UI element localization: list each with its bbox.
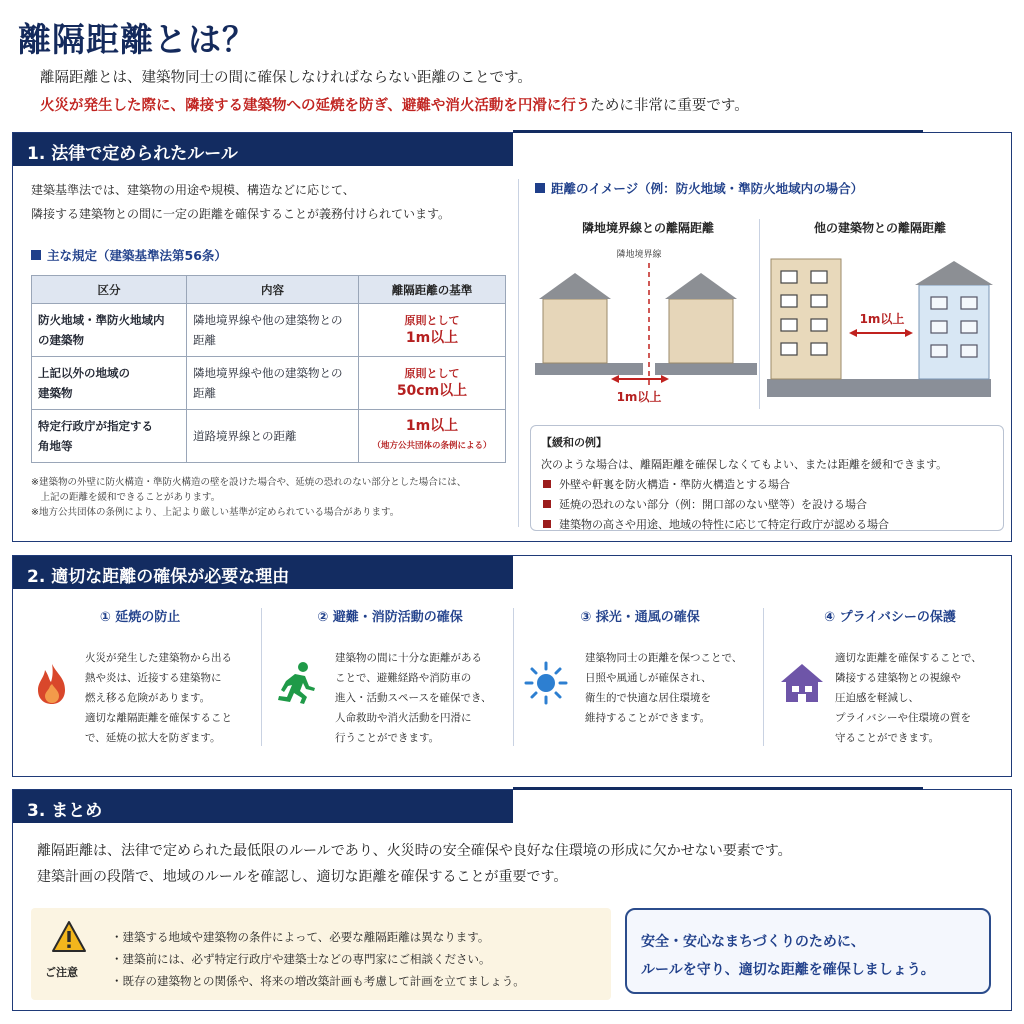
standard-main: 1m以上: [405, 330, 459, 346]
reason-line: 日照や風通しが確保され、: [585, 672, 712, 684]
reason-line: 適切な距離を確保することで、: [835, 652, 982, 664]
rules-table: [31, 275, 506, 463]
rules-notes: [31, 475, 466, 520]
easing-item-text: 外壁や軒裏を防火構造・準防火構造とする場合: [559, 478, 790, 491]
table-header: 区分: [32, 276, 187, 304]
building-distance-label: 1m以上: [859, 312, 905, 326]
note-line: 上記の距離を緩和できることがあります。: [31, 492, 221, 503]
reason-divider: [763, 608, 764, 746]
column-divider: [518, 179, 519, 527]
caution-lines: [111, 926, 525, 992]
easing-item-text: 建築物の高さや用途、地域の特性に応じて特定行政庁が認める場合: [559, 518, 889, 531]
callout-box: [625, 908, 991, 994]
reason-line: 熱や炎は、近接する建築物に: [85, 672, 222, 684]
caution-box: [31, 908, 611, 1000]
building-right-roof: [915, 261, 993, 285]
intro-rest: ために非常に重要です。: [590, 98, 749, 114]
arrow-head-right-icon: [905, 329, 913, 337]
reason-card-light: [515, 600, 765, 750]
cell-line: 道路境界線との距離: [193, 429, 297, 443]
reason-line: 燃え移る危険があります。: [85, 692, 211, 704]
page-title: 離隔距離とは？: [18, 20, 256, 59]
reason-text: [585, 648, 742, 728]
sun-icon: [523, 660, 569, 706]
house-right: [669, 299, 733, 363]
reason-line: ことで、避難経路や消防車の: [335, 672, 472, 684]
building-distance-diagram: [765, 237, 995, 417]
reason-line: 建築物の間に十分な距離がある: [335, 652, 482, 664]
table-cell-content: [187, 410, 359, 463]
reason-line: 火災が発生した建築物から出る: [85, 652, 232, 664]
reason-line: プライバシーや住環境の質を: [835, 712, 971, 724]
house-left: [543, 299, 607, 363]
summary-line-2: 建築計画の段階で、地域のルールを確認し、適切な距離を確保することが重要です。: [37, 869, 568, 885]
reason-line: 衛生的で快適な居住環境を: [585, 692, 711, 704]
reason-text: [835, 648, 982, 748]
reason-card-evacuation: [265, 600, 515, 750]
table-cell-content: [187, 357, 359, 410]
table-cell-category: [32, 357, 187, 410]
table-row: [32, 304, 506, 357]
standard-sub: 原則として: [404, 367, 460, 380]
caution-line: ・建築する地域や建築物の条件によって、必要な離隔距離は異なります。: [111, 930, 490, 944]
reason-line: 守ることができます。: [835, 732, 940, 744]
table-cell-standard: [359, 410, 506, 463]
caution-line: ・既存の建築物との関係や、将来の増改築計画も考慮して計画を立てましょう。: [111, 974, 525, 988]
ground: [767, 379, 991, 397]
caution-line: ・建築前には、必ず特定行政庁や建築士などの専門家にご相談ください。: [111, 952, 491, 966]
table-cell-category: [32, 304, 187, 357]
reason-title: ④ プライバシーの保護: [824, 610, 956, 625]
arrow-head-left-icon: [611, 375, 619, 383]
roof-right: [665, 273, 737, 299]
image-subheading-text: 距離のイメージ（例：防火地域・準防火地域内の場合）: [551, 181, 864, 196]
running-person-icon: [273, 660, 319, 706]
easing-item: [541, 476, 993, 492]
reason-line: 圧迫感を軽減し、: [835, 692, 919, 704]
house-icon: [779, 660, 825, 706]
warning-icon: [51, 920, 87, 954]
section-heading: 2. 適切な距離の確保が必要な理由: [13, 556, 513, 589]
rules-subheading: [31, 246, 227, 264]
standard-note: （地方公共団体の条例による）: [372, 440, 492, 451]
arrow-head-left-icon: [849, 329, 857, 337]
roof-left: [539, 273, 611, 299]
boundary-distance-diagram: [531, 237, 761, 417]
reason-line: 人命救助や消火活動を円滑に: [335, 712, 472, 724]
section-topline: [513, 787, 923, 790]
bullet-square-icon: [543, 480, 551, 488]
diagram-left-title: 隣地境界線との離隔距離: [581, 221, 714, 235]
table-cell-standard: [359, 357, 506, 410]
note-line: ※建築物の外壁に防火構造・準防火構造の壁を設けた場合や、延焼の恐れのない部分とした場合には、: [31, 477, 467, 488]
reason-title: ③ 採光・通風の確保: [580, 610, 700, 625]
ground-right: [655, 363, 757, 375]
reason-line: 隣接する建築物との視線や: [835, 672, 961, 684]
boundary-distance-label: 1m以上: [616, 390, 662, 404]
table-cell-standard: [359, 304, 506, 357]
table-cell-category: [32, 410, 187, 463]
reason-line: で、延焼の拡大を防ぎます。: [85, 732, 221, 744]
standard-main: 1m以上: [405, 417, 459, 434]
intro-text-2: [40, 94, 749, 115]
reason-title: ① 延焼の防止: [99, 610, 181, 625]
rules-subheading-text: 主な規定（建築基準法第56条）: [47, 248, 227, 263]
section-rules: [12, 132, 1012, 542]
caution-label: ご注意: [45, 966, 78, 979]
cell-line: 角地等: [38, 439, 73, 453]
easing-item-text: 延焼の恐れのない部分（例：開口部のない壁等）を設ける場合: [559, 498, 867, 511]
note-line: ※地方公共団体の条例により、上記より厳しい基準が定められている場合があります。: [31, 507, 400, 518]
reason-card-privacy: [765, 600, 1015, 750]
diagram-right-title: 他の建築物との離隔距離: [813, 221, 946, 235]
reason-line: 維持することができます。: [585, 712, 711, 724]
reason-line: 進入・活動スペースを確保でき、: [335, 692, 492, 704]
table-cell-content: [187, 304, 359, 357]
standard-main: 50cm以上: [396, 383, 468, 399]
callout-line: ルールを守り、適切な距離を確保しましょう。: [641, 962, 935, 978]
rules-intro-2: 隣接する建築物との間に一定の距離を確保することが義務付けられています。: [31, 207, 451, 221]
table-header: 内容: [187, 276, 359, 304]
reason-text: [85, 648, 232, 748]
table-row: [32, 410, 506, 463]
intro-text-1: 離隔距離とは、建築物同士の間に確保しなければならない距離のことです。: [40, 70, 532, 86]
bullet-square-icon: [543, 520, 551, 528]
bullet-square-icon: [543, 500, 551, 508]
boundary-line-label: 隣地境界線: [616, 250, 662, 260]
reason-text: [335, 648, 492, 748]
cell-line: 隣地境界線や他の建築物との: [193, 313, 343, 327]
cell-line: 隣地境界線や他の建築物との: [193, 366, 343, 380]
bullet-square-icon: [535, 183, 545, 193]
reason-line: 適切な離隔距離を確保すること: [85, 712, 232, 724]
cell-line: 距離: [193, 386, 216, 400]
cell-line: 建築物: [38, 386, 73, 400]
table-header-row: [32, 276, 506, 304]
reason-line: 行うことができます。: [335, 732, 440, 744]
section-heading: 3. まとめ: [13, 790, 513, 823]
bullet-square-icon: [31, 250, 41, 260]
cell-line: 特定行政庁が指定する: [38, 419, 153, 433]
section-heading: 1. 法律で定められたルール: [13, 133, 513, 166]
section-reasons: [12, 555, 1012, 777]
easing-item: [541, 496, 993, 512]
ground-left: [535, 363, 643, 375]
reason-divider: [513, 608, 514, 746]
reason-title: ② 避難・消防活動の確保: [317, 610, 463, 625]
image-subheading: [535, 179, 863, 197]
section-topline: [513, 130, 923, 133]
table-header: 離隔距離の基準: [359, 276, 506, 304]
table-row: [32, 357, 506, 410]
cell-line: 防火地域・準防火地域内: [38, 313, 165, 327]
summary-line-1: 離隔距離は、法律で定められた最低限のルールであり、火災時の安全確保や良好な住環境の形成に欠かせない要素です。: [37, 843, 792, 859]
easing-item: [541, 516, 993, 532]
reason-card-fire: [15, 600, 265, 750]
intro-highlight: 火災が発生した際に、隣接する建築物への延焼を防ぎ、避難や消火活動を円滑に行う: [40, 98, 591, 114]
cell-line: の建築物: [38, 333, 84, 347]
rules-intro-1: 建築基準法では、建築物の用途や規模、構造などに応じて、: [31, 183, 355, 197]
section-summary: [12, 789, 1012, 1011]
callout-line: 安全・安心なまちづくりのために、: [641, 934, 865, 950]
easing-intro: 次のような場合は、離隔距離を確保しなくてもよい、または距離を緩和できます。: [541, 458, 948, 471]
cell-line: 距離: [193, 333, 216, 347]
easing-box: [530, 425, 1004, 531]
reason-divider: [261, 608, 262, 746]
cell-line: 上記以外の地域の: [38, 366, 130, 380]
arrow-head-right-icon: [661, 375, 669, 383]
building-right: [919, 285, 989, 379]
reason-line: 建築物同士の距離を保つことで、: [585, 652, 743, 664]
standard-sub: 原則として: [404, 314, 460, 327]
fire-icon: [29, 660, 75, 706]
easing-title: 【緩和の例】: [541, 436, 607, 449]
